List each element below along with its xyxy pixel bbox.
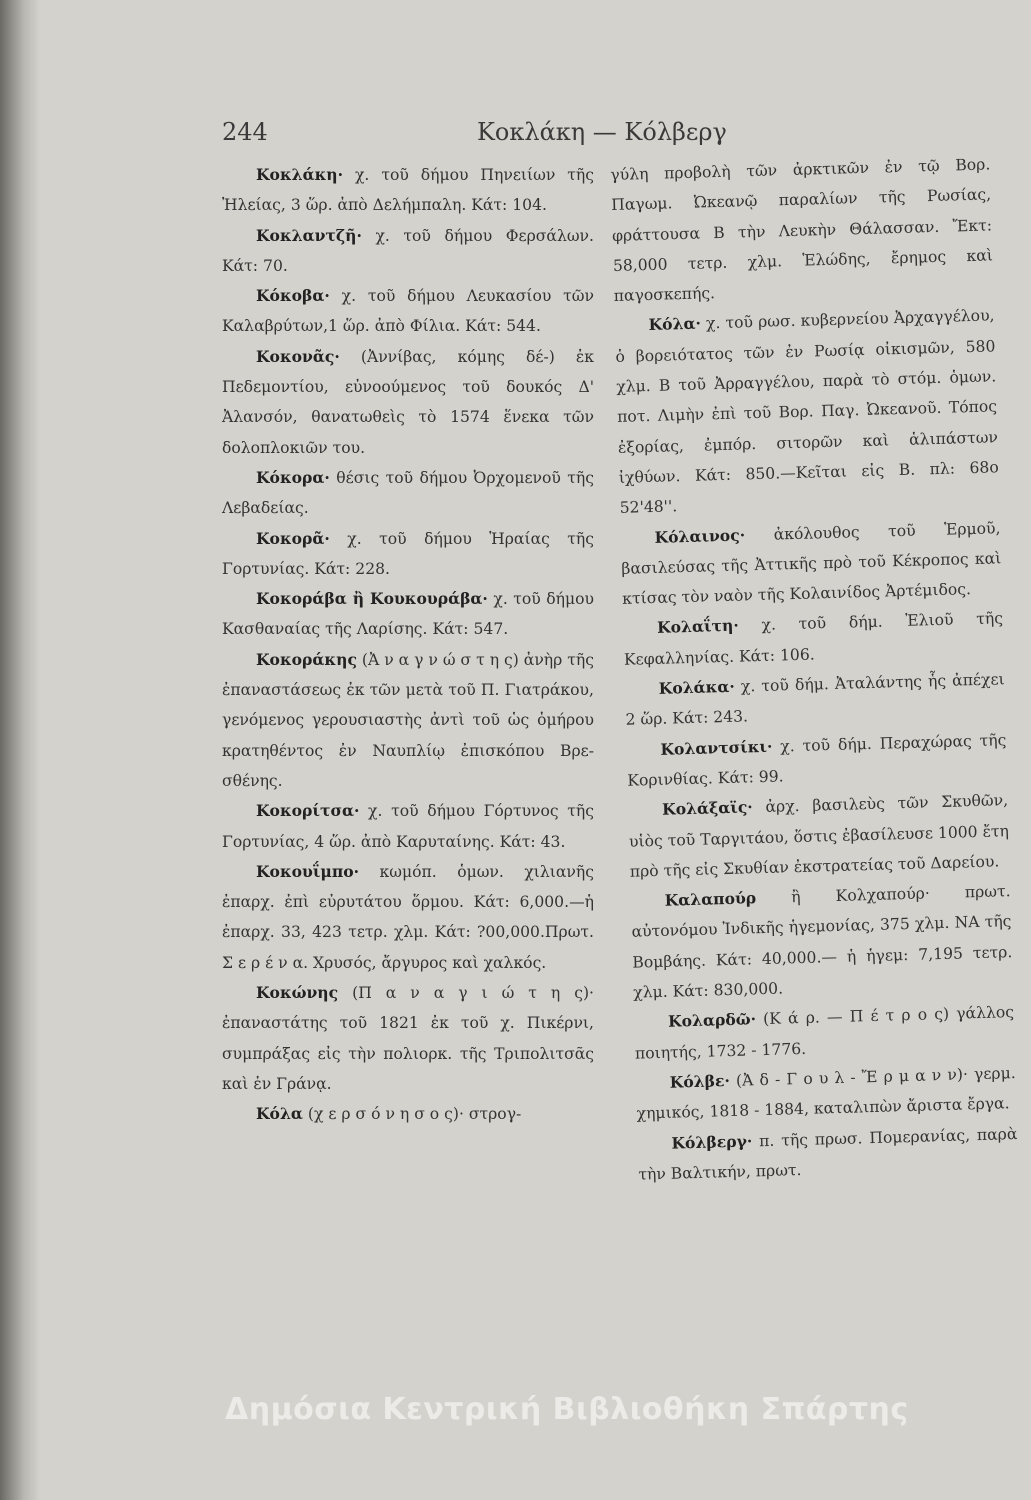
right-column <box>610 149 1019 1189</box>
entry-headword: Κοκουΐμπο· <box>256 861 360 881</box>
entry-headword: Κοκονᾶς· <box>256 346 340 366</box>
entry-text: χ. τοῦ δήμ. Ἀταλάντης ἧς ἀπέχει 2 ὥρ. Κάτ: 243. <box>625 670 1005 730</box>
entry-text: χ. τοῦ δήμ. Ἐλιοῦ τῆς Κεφαλληνίας. Κάτ: 106. <box>623 609 1004 669</box>
dictionary-entry <box>610 149 994 311</box>
entry-text: π. τῆς πρωσ. Πομερανίας, παρὰ τὴν Βαλτικήν, πρωτ. <box>638 1124 1018 1184</box>
page-header <box>222 118 962 154</box>
library-watermark: Δημόσια Κεντρική Βιβλιοθήκη Σπάρτης <box>225 1392 909 1427</box>
entry-headword: Κολάξαϊς· <box>661 797 753 820</box>
dictionary-entry <box>222 1099 594 1129</box>
entry-text: (Ἀ ν α γ ν ώ σ τ η ς) ἀνὴρ τῆς ἐπαναστάσεως ἐκ τῶν μετὰ τοῦ Π. Γιατράκου, γενόμενος γερουσιαστὴς ἀντὶ τοῦ ὡς ὁμήρου κρατηθέντος ἐν Ναυπλίῳ ἐπισκόπου Βρεσθένης. <box>222 650 594 790</box>
entry-text: (Κ ά ρ. — Π έ τ ρ ο ς) γάλλος ποιητής, 1732 - 1776. <box>634 1003 1015 1063</box>
entry-headword: Κόλα· <box>648 314 702 335</box>
entry-headword: Κοκορίτσα· <box>256 801 360 821</box>
entry-text: χ. τοῦ δήμου Κασθαναίας τῆς Λαρίσης. Κάτ: 547. <box>222 590 594 639</box>
dictionary-entry <box>222 645 594 796</box>
dictionary-entry <box>222 524 594 585</box>
dictionary-entry <box>628 785 1010 886</box>
entry-headword: Κοκοράβα ἢ Κουκουράβα· <box>256 589 488 609</box>
entry-text: χ. τοῦ δήμου Ἡραίας τῆς Γορτυνίας. Κάτ: 228. <box>222 529 594 578</box>
entry-text: (Π α ν α γ ι ώ τ η ς)· ἐπαναστάτης τοῦ 1821 ἐκ τοῦ χ. Πικέρνι, συμπράξας εἰς τὴν πολιορκ. τῆς Τριπολιτσᾶς καὶ ἐν Γράνᾳ. <box>222 984 594 1093</box>
entry-text: θέσις τοῦ δήμου Ὀρχομενοῦ τῆς Λεβαδείας. <box>222 468 594 518</box>
dictionary-entry <box>222 342 594 463</box>
entry-text: γύλη προβολὴ τῶν ἀρκτικῶν ἐν τῷ Βορ. Παγωμ. Ὠκεανῷ παραλίων τῆς Ρωσίας, φράττουσα Β τὴν Λευκὴν Θάλασσαν. Ἔκτ: 58,000 τετρ. χλμ. Ἑλώδης, ἔρημος καὶ παγοσκεπής. <box>610 155 994 306</box>
dictionary-entry <box>222 281 594 342</box>
entry-text: χ. τοῦ δήμου Πηνειίων τῆς Ἠλείας, 3 ὥρ. ἀπὸ Δελήμπαλη. Κάτ: 104. <box>222 166 594 215</box>
entry-headword: Κόκορα· <box>256 467 330 487</box>
entry-headword: Κόλαινος· <box>654 524 746 547</box>
entry-headword: Κόλα <box>256 1104 303 1124</box>
entry-headword: Κόλβε· <box>669 1070 731 1092</box>
dictionary-entry <box>614 301 1000 524</box>
entry-text: ἀκόλουθος τοῦ Ἑρμοῦ, βασιλεύσας τῆς Ἀττικῆς πρὸ τοῦ Κέκροπος καὶ κτίσας τὸν ναὸν τῆς Κολαινίδος Ἀρτέμιδος. <box>621 518 1002 608</box>
dictionary-entry <box>626 725 1008 796</box>
entry-headword: Κοκοράκης <box>256 649 357 669</box>
running-title: Κοκλάκη — Κόλβεργ <box>477 118 727 146</box>
dictionary-entry <box>635 1058 1017 1129</box>
entry-headword: Κολαντσίκι· <box>660 736 773 759</box>
left-column <box>222 160 594 1130</box>
entry-text: (χ ε ρ σ ό ν η σ ο ς)· στρογ- <box>307 1105 522 1124</box>
entry-text: χ. τοῦ δήμ. Περαχώρας τῆς Κορινθίας. Κάτ: 99. <box>627 730 1007 790</box>
entry-headword: Κόκοβα· <box>256 286 330 306</box>
dictionary-entry <box>630 876 1013 1008</box>
page-number: 244 <box>222 118 268 146</box>
entry-text: χ. τοῦ ρωσ. κυβερνείου Ἀρχαγγέλου, ὁ βορειότατος τῶν ἐν Ρωσίᾳ οἰκισμῶν, 580 χλμ. Β τοῦ Ἀρραγγέλου, παρὰ τὸ στόμ. ὁμων. ποτ. Λιμὴν ἐπὶ τοῦ Βορ. Παγ. Ὠκεανοῦ. Τόπος ἐξορίας, ἐμπόρ. σιτορῶν καὶ ἁλιπάστων ἰχθύων. Κάτ: 850.—Κεῖται εἰς Β. πλ: 68ο 52'48''. <box>615 306 999 518</box>
dictionary-entry <box>222 857 594 978</box>
dictionary-entry <box>624 664 1006 735</box>
dictionary-entry <box>623 604 1005 675</box>
entry-text: χ. τοῦ δήμου Λευκασίου τῶν Καλαβρύτων,1 ὥρ. ἀπὸ Φίλια. Κάτ: 544. <box>222 287 594 336</box>
dictionary-entry <box>222 978 594 1099</box>
entry-text: χ. τοῦ δήμου Φερσάλων. Κάτ: 70. <box>222 226 594 275</box>
dictionary-entry <box>222 463 594 524</box>
entry-headword: Καλαπούρ <box>664 888 757 910</box>
dictionary-entry <box>637 1119 1019 1190</box>
entry-headword: Κοκώνης <box>256 983 339 1003</box>
entry-text: ἢ Κολχαπούρ· πρωτ. αὐτονόμου Ἰνδικῆς ἡγεμονίας, 375 χλμ. ΝΑ τῆς Βομβάης. Κάτ: 40,000.— ἡ ἡγεμ: 7,195 τετρ. χλμ. Κάτ: 830,000. <box>631 882 1013 1002</box>
entry-headword: Κοκλαντζῆ· <box>256 225 362 245</box>
entry-headword: Κολαΐτη· <box>656 616 740 638</box>
entry-headword: Κολαρδῶ· <box>667 1009 757 1032</box>
entry-text: ἀρχ. βασιλεὺς τῶν Σκυθῶν, υἱὸς τοῦ Ταργιτάου, ὅστις ἐβασίλευσε 1000 ἔτη πρὸ τῆς εἰς Σκυθίαν ἐκστρατείας τοῦ Δαρείου. <box>628 791 1010 881</box>
entry-headword: Κοκλάκη· <box>256 165 344 184</box>
entry-text: (Ἀ δ - Γ ο υ λ - Ἔ ρ μ α ν ν)· γερμ. χημικός, 1818 - 1884, καταλιπὼν ἄριστα ἔργα. <box>636 1063 1016 1123</box>
dictionary-entry <box>222 221 594 282</box>
entry-text: (Ἀννίβας, κόμης δέ-) ἐκ Πεδεμοντίου, εὐνοούμενος τοῦ δουκός Δ' Ἀλανσόν, θανατωθεὶς τὸ 1574 ἕνεκα τῶν δολοπλοκιῶν του. <box>222 347 594 457</box>
dictionary-entry <box>222 584 594 645</box>
dictionary-entry <box>222 160 594 221</box>
entry-headword: Κολάκα· <box>658 676 736 698</box>
dictionary-entry <box>222 796 594 857</box>
dictionary-entry <box>620 513 1002 614</box>
book-gutter-shadow <box>0 0 40 1500</box>
dictionary-entry <box>634 997 1016 1068</box>
entry-text: κωμόπ. ὁμων. χιλιανῆς ἐπαρχ. ἐπὶ εὐρυτάτου ὅρμου. Κάτ: 6,000.—ἡ ἐπαρχ. 33, 423 τετρ. χλμ. Κάτ: ?00,000.Πρωτ. Σ ε ρ έ ν α. Χρυσός, ἄργυρος καὶ χαλκός. <box>222 862 594 972</box>
entry-headword: Κοκορᾶ· <box>256 528 330 548</box>
entry-text: χ. τοῦ δήμου Γόρτυνος τῆς Γορτυνίας, 4 ὥρ. ἀπὸ Καρυταίνης. Κάτ: 43. <box>222 802 594 851</box>
entry-headword: Κόλβεργ· <box>671 1130 753 1153</box>
